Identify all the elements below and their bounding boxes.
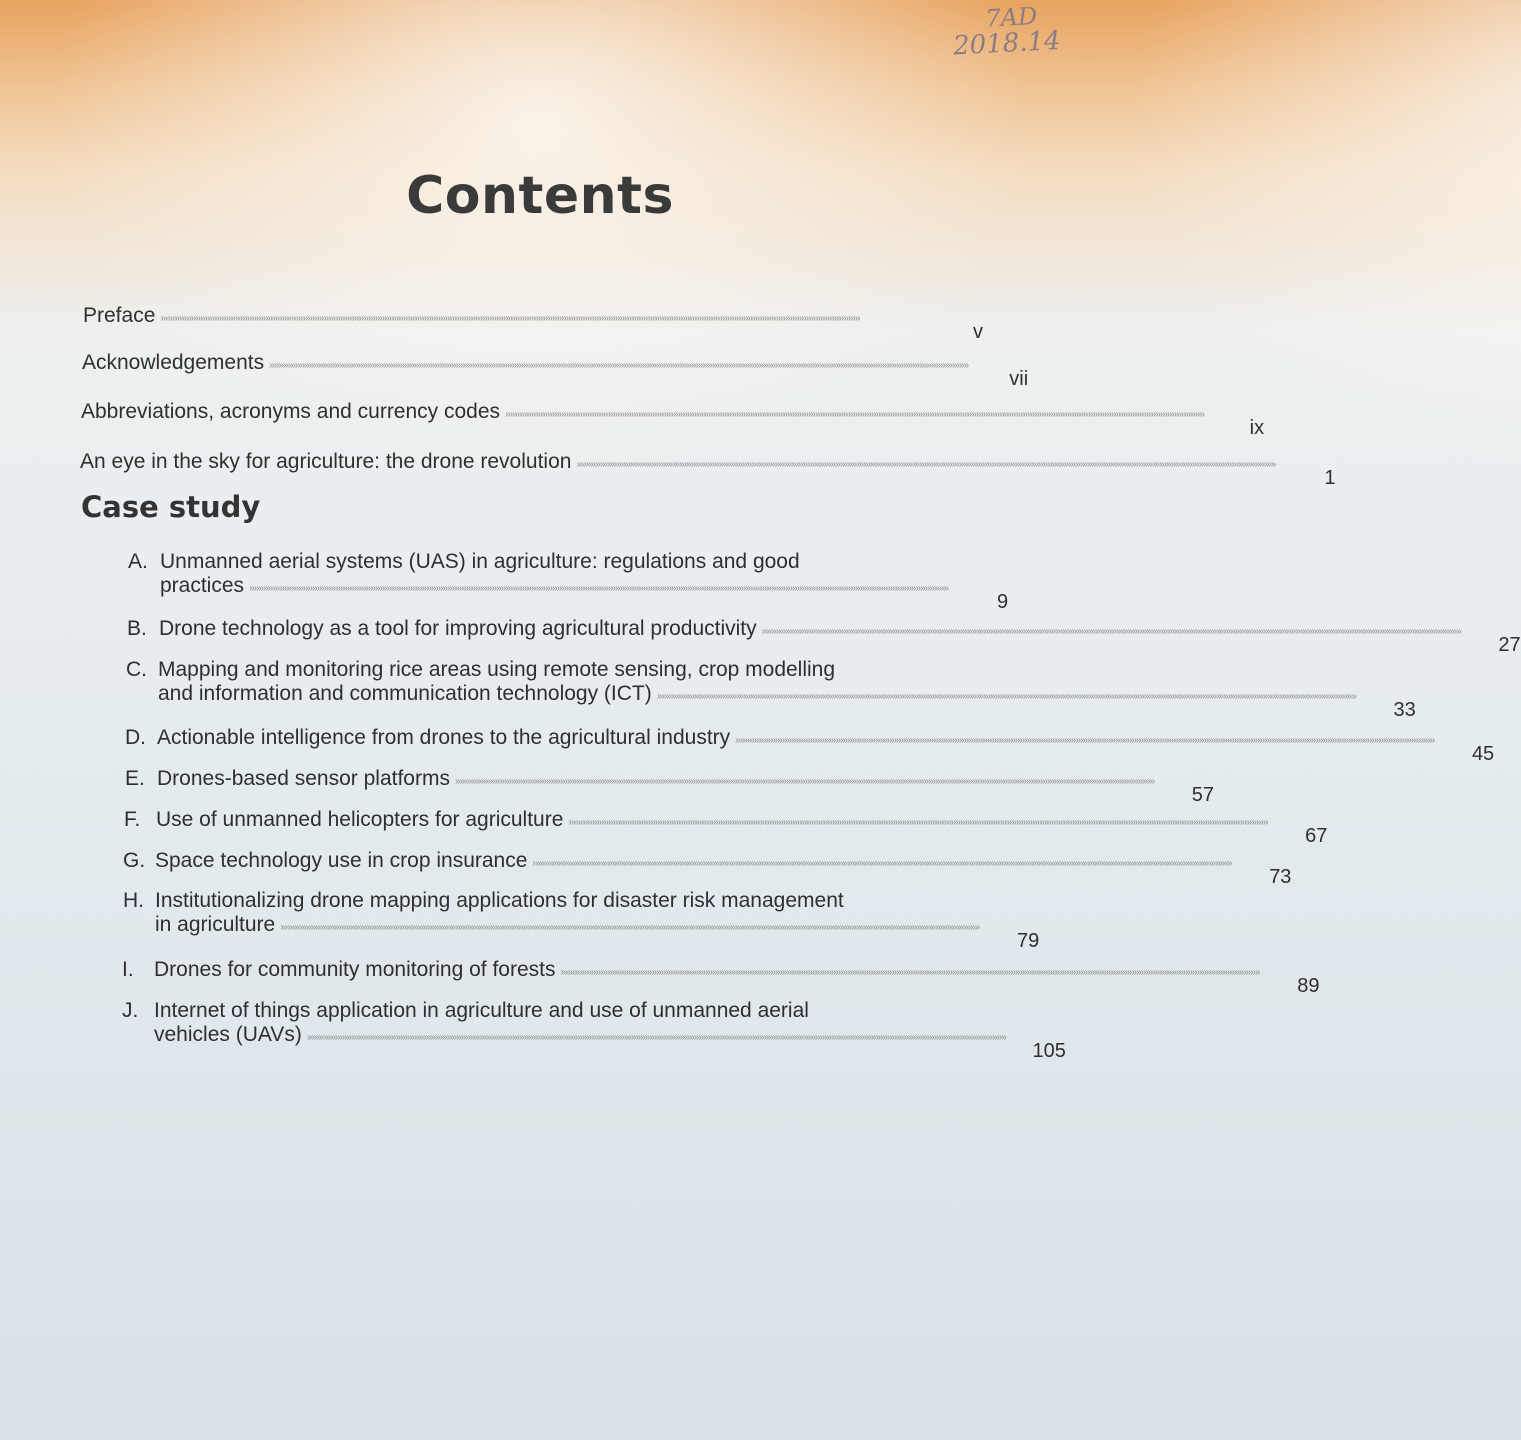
toc-entry-letter: B.	[127, 617, 147, 640]
toc-entry-preface[interactable]	[83, 304, 983, 343]
dot-leader: ››››››››››››››››››››››››››››››››››››››››››››››››››››››››››››››››››››››››››››››››››››››››››››››››››››››››››››››››››››››››››››››››››››››››››››››››››››››››››››››››››››››››››››››››››››››››››››››››››››››››››››››››››››››››››››››››››››››››››››››››››››››››››››››››››››››››››››››››››››››››››››››››››››››››››››	[568, 817, 1268, 828]
toc-entry-case-g[interactable]	[123, 849, 1292, 888]
toc-page-number: ix	[1249, 417, 1265, 439]
dot-leader: ››››››››››››››››››››››››››››››››››››››››››››››››››››››››››››››››››››››››››››››››››››››››››››››››››››››››››››››››››››››››››››››››››››››››››››››››››››››››››››››››››››››››››››››››››››››››››››››››››››››››››››››››››››››››››››››››››››››››››››››››››››››››››››››››››››››››››››››››››››››››››››››››››››››››››››	[280, 922, 980, 933]
toc-page-number: 1	[1324, 467, 1336, 489]
toc-entry-letter: H.	[123, 889, 144, 912]
toc-entry-letter: I.	[122, 958, 134, 981]
toc-entry-case-i[interactable]	[122, 958, 1320, 997]
dot-leader: ››››››››››››››››››››››››››››››››››››››››››››››››››››››››››››››››››››››››››››››››››››››››››››››››››››››››››››››››››››››››››››››››››››››››››››››››››››››››››››››››››››››››››››››››››››››››››››››››››››››››››››››››››››››››››››››››››››››››››››››››››››››››››››››››››››››››››››››››››››››››››››››››››››››››››››	[560, 967, 1260, 978]
dot-leader: ››››››››››››››››››››››››››››››››››››››››››››››››››››››››››››››››››››››››››››››››››››››››››››››››››››››››››››››››››››››››››››››››››››››››››››››››››››››››››››››››››››››››››››››››››››››››››››››››››››››››››››››››››››››››››››››››››››››››››››››››››››››››››››››››››››››››››››››››››››››››››››››››››››››››››››	[249, 583, 949, 594]
toc-page-number: vii	[1009, 368, 1029, 390]
toc-entry-title: An eye in the sky for agriculture: the drone revolution	[80, 450, 572, 473]
toc-entry-case-b[interactable]	[127, 617, 1521, 656]
toc-entry-title-continued: vehicles (UAVs)	[154, 1023, 302, 1046]
toc-page-number: 27	[1498, 634, 1521, 656]
toc-entry-title: Unmanned aerial systems (UAS) in agriculture: regulations and good	[160, 550, 800, 573]
handwritten-note-line1: 7AD	[984, 2, 1038, 33]
toc-entry-title: Preface	[83, 304, 156, 327]
dot-leader: ››››››››››››››››››››››››››››››››››››››››››››››››››››››››››››››››››››››››››››››››››››››››››››››››››››››››››››››››››››››››››››››››››››››››››››››››››››››››››››››››››››››››››››››››››››››››››››››››››››››››››››››››››››››››››››››››››››››››››››››››››››››››››››››››››››››››››››››››››››››››››››››››››››››››››››	[269, 360, 969, 371]
dot-leader: ››››››››››››››››››››››››››››››››››››››››››››››››››››››››››››››››››››››››››››››››››››››››››››››››››››››››››››››››››››››››››››››››››››››››››››››››››››››››››››››››››››››››››››››››››››››››››››››››››››››››››››››››››››››››››››››››››››››››››››››››››››››››››››››››››››››››››››››››››››››››››››››››››››››››››››	[761, 626, 1461, 637]
toc-entry-title: Mapping and monitoring rice areas using remote sensing, crop modelling	[158, 658, 836, 681]
toc-entry-title-continued: practices	[160, 574, 245, 597]
toc-entry-letter: C.	[126, 658, 147, 681]
toc-entry-case-f[interactable]	[124, 808, 1328, 847]
toc-entry-introduction[interactable]	[80, 450, 1336, 489]
toc-entry-title: Drone technology as a tool for improving agricultural productivity	[159, 617, 757, 640]
dot-leader: ››››››››››››››››››››››››››››››››››››››››››››››››››››››››››››››››››››››››››››››››››››››››››››››››››››››››››››››››››››››››››››››››››››››››››››››››››››››››››››››››››››››››››››››››››››››››››››››››››››››››››››››››››››››››››››››››››››››››››››››››››››››››››››››››››››››››››››››››››››››››››››››››››››››››››››	[576, 459, 1276, 470]
dot-leader: ››››››››››››››››››››››››››››››››››››››››››››››››››››››››››››››››››››››››››››››››››››››››››››››››››››››››››››››››››››››››››››››››››››››››››››››››››››››››››››››››››››››››››››››››››››››››››››››››››››››››››››››››››››››››››››››››››››››››››››››››››››››››››››››››››››››››››››››››››››››››››››››››››››››››››››	[735, 735, 1435, 746]
toc-entry-title: Abbreviations, acronyms and currency codes	[81, 400, 501, 423]
handwritten-note-line2: 2018.14	[952, 26, 1062, 62]
toc-entry-acknowledgements[interactable]	[82, 351, 1029, 390]
page-title: Contents	[406, 166, 674, 226]
dot-leader: ››››››››››››››››››››››››››››››››››››››››››››››››››››››››››››››››››››››››››››››››››››››››››››››››››››››››››››››››››››››››››››››››››››››››››››››››››››››››››››››››››››››››››››››››››››››››››››››››››››››››››››››››››››››››››››››››››››››››››››››››››››››››››››››››››››››››››››››››››››››››››››››››››››››››››››	[505, 409, 1205, 420]
toc-entry-title-continued: in agriculture	[155, 913, 276, 936]
toc-page-number: 33	[1393, 699, 1416, 721]
dot-leader: ››››››››››››››››››››››››››››››››››››››››››››››››››››››››››››››››››››››››››››››››››››››››››››››››››››››››››››››››››››››››››››››››››››››››››››››››››››››››››››››››››››››››››››››››››››››››››››››››››››››››››››››››››››››››››››››››››››››››››››››››››››››››››››››››››››››››››››››››››››››››››››››››››››››››››››	[306, 1032, 1006, 1043]
toc-page-number: 105	[1032, 1040, 1066, 1062]
toc-entry-title: Actionable intelligence from drones to the agricultural industry	[157, 726, 731, 749]
toc-entry-title: Acknowledgements	[82, 351, 265, 374]
toc-entry-title: Drones for community monitoring of forests	[154, 958, 556, 981]
toc-entry-title: Space technology use in crop insurance	[155, 849, 528, 872]
toc-entry-case-e[interactable]	[125, 767, 1214, 806]
toc-page-number: 9	[996, 591, 1009, 613]
dot-leader: ››››››››››››››››››››››››››››››››››››››››››››››››››››››››››››››››››››››››››››››››››››››››››››››››››››››››››››››››››››››››››››››››››››››››››››››››››››››››››››››››››››››››››››››››››››››››››››››››››››››››››››››››››››››››››››››››››››››››››››››››››››››››››››››››››››››››››››››››››››››››››››››››››››››››››››	[454, 776, 1154, 787]
toc-entry-letter: E.	[125, 767, 145, 790]
toc-entry-letter: G.	[123, 849, 146, 872]
dot-leader: ››››››››››››››››››››››››››››››››››››››››››››››››››››››››››››››››››››››››››››››››››››››››››››››››››››››››››››››››››››››››››››››››››››››››››››››››››››››››››››››››››››››››››››››››››››››››››››››››››››››››››››››››››››››››››››››››››››››››››››››››››››››››››››››››››››››››››››››››››››››››››››››››››››››››››››	[532, 858, 1232, 869]
toc-entry-title: Use of unmanned helicopters for agriculture	[156, 808, 564, 831]
toc-page-number: 73	[1269, 866, 1292, 888]
toc-entry-title: Institutionalizing drone mapping applications for disaster risk management	[155, 889, 844, 912]
toc-entry-title: Drones-based sensor platforms	[157, 767, 450, 790]
dot-leader: ››››››››››››››››››››››››››››››››››››››››››››››››››››››››››››››››››››››››››››››››››››››››››››››››››››››››››››››››››››››››››››››››››››››››››››››››››››››››››››››››››››››››››››››››››››››››››››››››››››››››››››››››››››››››››››››››››››››››››››››››››››››››››››››››››››››››››››››››››››››››››››››››››››››››››››	[656, 691, 1356, 702]
section-heading-case-study: Case study	[81, 490, 261, 524]
toc-page-number: 79	[1017, 930, 1040, 952]
toc-entry-letter: J.	[122, 999, 139, 1022]
toc-entry-case-h[interactable]	[123, 889, 1040, 952]
toc-page-number: 57	[1191, 784, 1214, 806]
toc-entry-title: Internet of things application in agriculture and use of unmanned aerial	[154, 999, 809, 1022]
toc-entry-letter: F.	[124, 808, 141, 831]
toc-entry-case-a[interactable]	[128, 550, 1009, 613]
toc-page-number: 45	[1471, 743, 1495, 765]
toc-entry-case-d[interactable]	[125, 726, 1495, 765]
toc-page-number: 89	[1297, 975, 1320, 997]
toc-entry-case-c[interactable]	[126, 658, 1416, 721]
toc-entry-title-continued: and information and communication technology (ICT)	[158, 682, 652, 705]
toc-page-number: v	[973, 321, 983, 343]
toc-page-number: 67	[1305, 825, 1328, 847]
dot-leader: ››››››››››››››››››››››››››››››››››››››››››››››››››››››››››››››››››››››››››››››››››››››››››››››››››››››››››››››››››››››››››››››››››››››››››››››››››››››››››››››››››››››››››››››››››››››››››››››››››››››››››››››››››››››››››››››››››››››››››››››››››››››››››››››››››››››››››››››››››››››››››››››››››››››››››››	[160, 313, 860, 324]
toc-entry-case-j[interactable]	[122, 999, 1066, 1062]
toc-entry-letter: A.	[128, 550, 148, 573]
toc-entry-letter: D.	[125, 726, 146, 749]
toc-entry-abbreviations[interactable]	[81, 400, 1265, 439]
